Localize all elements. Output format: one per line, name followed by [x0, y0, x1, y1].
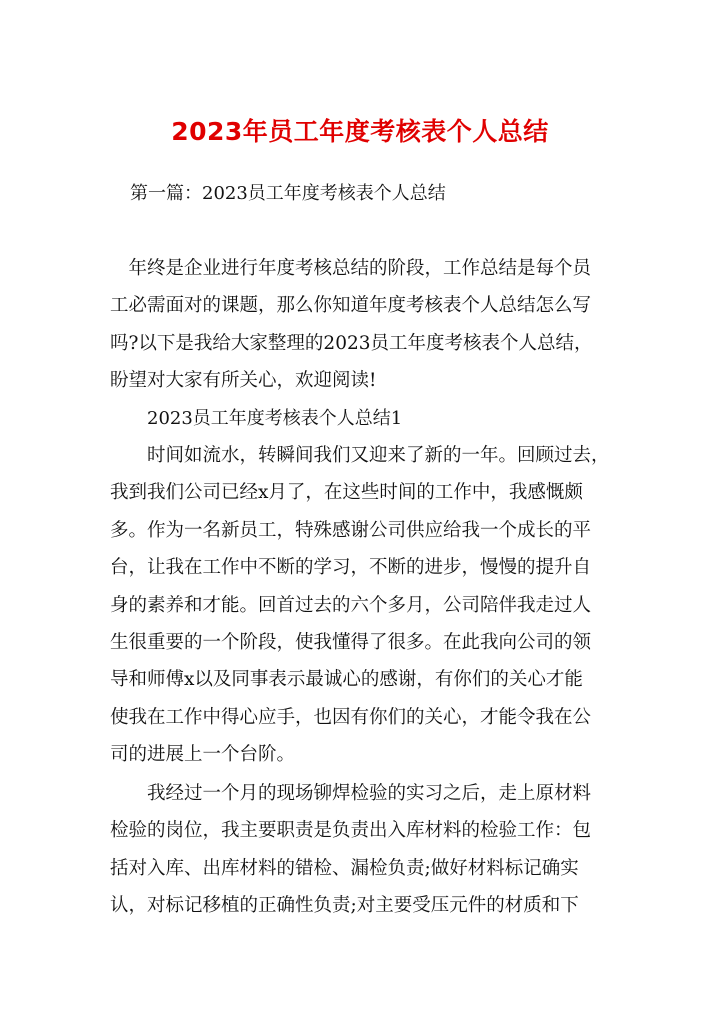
paragraph-line: 使我在工作中得心应手，也因有你们的关心，才能令我在公 [110, 706, 592, 728]
paragraph-line: 括对入库、出库材料的错检、漏检负责;做好材料标记确实 [110, 857, 579, 879]
paragraph-line: 台，让我在工作中不断的学习，不断的进步，慢慢的提升自 [110, 557, 592, 579]
paragraph-line: 多。作为一名新员工，特殊感谢公司供应给我一个成长的平 [110, 519, 592, 541]
intro-line: 年终是企业进行年度考核总结的阶段，工作总结是每个员 [110, 258, 592, 279]
body-paragraph-2 [110, 775, 612, 925]
document-subtitle: 第一篇：2023员工年度考核表个人总结 [130, 183, 446, 204]
paragraph-line: 司的进展上一个台阶。 [110, 744, 296, 766]
intro-paragraph [110, 250, 612, 400]
paragraph-line: 检验的岗位，我主要职责是负责出入库材料的检验工作：包 [110, 820, 592, 842]
paragraph-line: 我经过一个月的现场铆焊检验的实习之后，走上原材料 [110, 783, 592, 804]
paragraph-line: 身的素养和才能。回首过去的六个多月，公司陪伴我走过人 [110, 594, 592, 616]
intro-line: 盼望对大家有所关心，欢迎阅读! [110, 370, 377, 392]
paragraph-line: 时间如流水，转瞬间我们又迎来了新的一年。回顾过去， [110, 445, 610, 466]
section-heading: 2023员工年度考核表个人总结1 [147, 408, 403, 429]
intro-line: 吗?以下是我给大家整理的2023员工年度考核表个人总结， [110, 332, 593, 354]
intro-line: 工必需面对的课题，那么你知道年度考核表个人总结怎么写 [110, 295, 592, 317]
body-paragraph-1 [110, 437, 612, 774]
paragraph-line: 我到我们公司已经x月了，在这些时间的工作中，我感慨颇 [110, 482, 583, 504]
paragraph-line: 导和师傅x以及同事表示最诚心的感谢，有你们的关心才能 [110, 669, 583, 691]
document-title: 2023年员工年度考核表个人总结 [171, 117, 549, 146]
paragraph-line: 生很重要的一个阶段，使我懂得了很多。在此我向公司的领 [110, 631, 592, 653]
paragraph-line: 认，对标记移植的正确性负责;对主要受压元件的材质和下 [110, 895, 579, 917]
